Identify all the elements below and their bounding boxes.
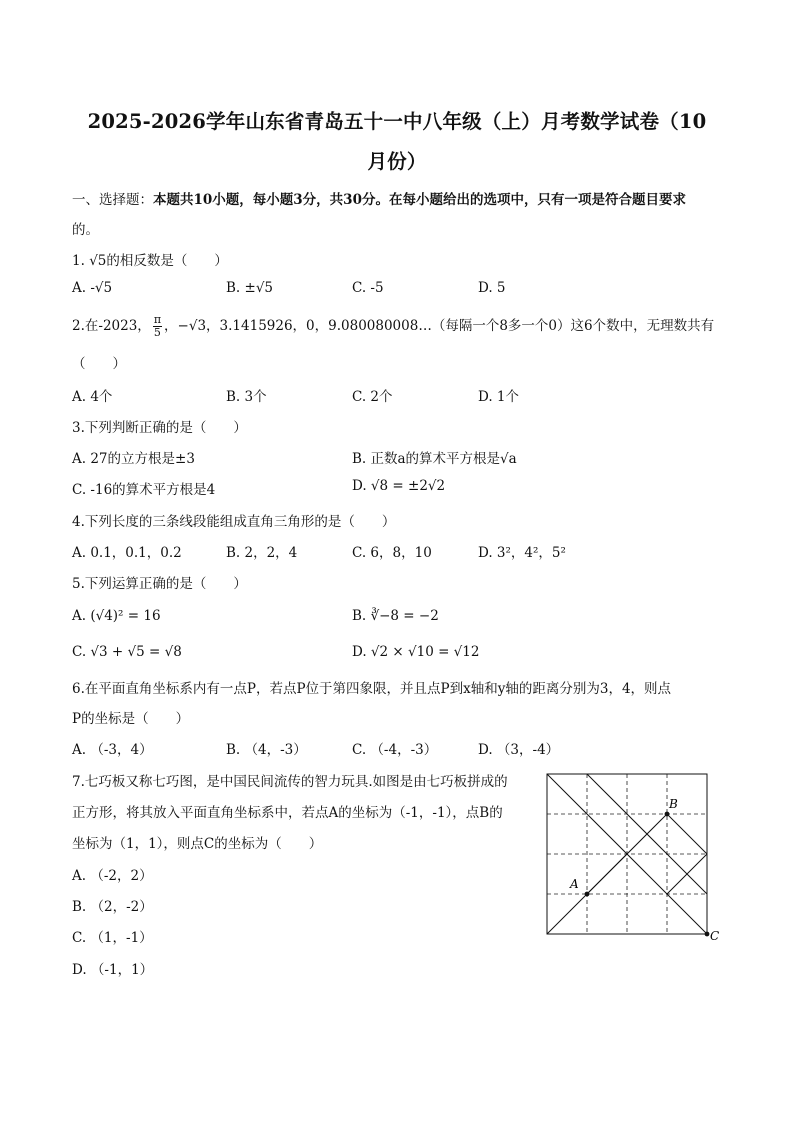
q1-option-a: A. -√5 — [72, 280, 113, 296]
q6-option-d: D. （3，-4） — [478, 742, 560, 758]
question-number: 7. — [72, 774, 85, 790]
q3-option-b: B. 正数a的算术平方根是√a — [352, 451, 517, 467]
question-7-stem — [72, 770, 508, 790]
question-7-stem-cont1: 正方形，将其放入平面直角坐标系中，若点A的坐标为（-1，-1），点B的 — [72, 805, 503, 821]
exam-title-line2: 月份） — [367, 150, 427, 173]
q4-option-c: C. 6，8，10 — [352, 545, 432, 561]
question-3-stem — [72, 416, 247, 436]
question-number: 2. — [72, 318, 85, 334]
section-instructions: 本题共10小题，每小题3分，共30分。在每小题给出的选项中，只有一项是符合题目要求 — [153, 192, 686, 208]
fraction-numerator: π — [153, 313, 162, 326]
question-2-stem-cont: （ ） — [72, 356, 126, 372]
question-text: 下列运算正确的是（ ） — [84, 576, 247, 592]
question-text: 下列判断正确的是（ ） — [84, 420, 247, 436]
question-7-stem-cont2: 坐标为（1，1），则点C的坐标为（ ） — [72, 836, 323, 852]
q7-option-a: A. （-2，2） — [72, 868, 153, 884]
q3-option-a: A. 27的立方根是±3 — [72, 451, 195, 467]
point-a-label: A — [570, 877, 579, 891]
point-b-dot — [665, 812, 670, 817]
q7-option-b: B. （2，-2） — [72, 899, 153, 915]
section-prefix: 一、选择题： — [72, 192, 153, 208]
q2-option-d: D. 1个 — [478, 389, 520, 405]
question-number: 5. — [72, 576, 85, 592]
tangram-figure — [544, 770, 724, 945]
question-2-stem — [72, 314, 714, 339]
pi-over-5-fraction — [153, 314, 162, 339]
question-6-stem-cont: P的坐标是（ ） — [72, 711, 190, 727]
point-b-label: B — [669, 797, 678, 811]
question-5-stem — [72, 572, 247, 592]
q5-option-b: B. ∛−8 = −2 — [352, 608, 439, 624]
q7-option-c: C. （1，-1） — [72, 930, 153, 946]
q4-option-d: D. 3²，4²，5² — [478, 545, 566, 561]
q6-option-b: B. （4，-3） — [226, 742, 307, 758]
question-number: 6. — [72, 681, 85, 697]
point-c-label: C — [710, 929, 720, 943]
question-text: 七巧板又称七巧图，是中国民间流传的智力玩具.如图是由七巧板拼成的 — [84, 774, 508, 790]
question-text: 下列长度的三条线段能组成直角三角形的是（ ） — [84, 514, 396, 530]
q5-option-c: C. √3 + √5 = √8 — [72, 644, 182, 660]
point-c-dot — [705, 932, 710, 937]
section-heading — [72, 188, 686, 208]
question-number: 1. — [72, 253, 85, 269]
q4-option-b: B. 2，2，4 — [226, 545, 298, 561]
question-4-stem — [72, 510, 395, 530]
q3-option-c: C. -16的算术平方根是4 — [72, 482, 216, 498]
question-text: ，−√3，3.1415926，0，9.080080008…（每隔一个8多一个0）这6个数中，无理数共有 — [164, 318, 715, 334]
q5-option-d: D. √2 × √10 = √12 — [352, 644, 480, 660]
q1-option-d: D. 5 — [478, 280, 506, 296]
fraction-denominator: 5 — [153, 326, 161, 339]
question-1-stem — [72, 249, 228, 269]
question-text: 的相反数是（ ） — [106, 253, 228, 269]
q6-option-c: C. （-4，-3） — [352, 742, 438, 758]
tangram-edge — [587, 854, 627, 894]
q5-option-a: A. (√4)² = 16 — [72, 608, 161, 624]
tangram-edge — [667, 814, 707, 854]
section-heading-cont: 的。 — [72, 222, 99, 238]
question-6-stem — [72, 677, 671, 697]
question-number: 4. — [72, 514, 85, 530]
q1-option-c: C. -5 — [352, 280, 384, 296]
q6-option-a: A. （-3，4） — [72, 742, 153, 758]
q2-option-a: A. 4个 — [72, 389, 113, 405]
q3-option-d: D. √8 = ±2√2 — [352, 478, 446, 494]
q7-option-d: D. （-1，1） — [72, 962, 154, 978]
point-a-dot — [585, 892, 590, 897]
q1-option-b: B. ±√5 — [226, 280, 274, 296]
q2-option-b: B. 3个 — [226, 389, 267, 405]
question-text: 在-2023， — [84, 318, 151, 334]
q4-option-a: A. 0.1，0.1，0.2 — [72, 545, 182, 561]
question-text: 在平面直角坐标系内有一点P，若点P位于第四象限，并且点P到x轴和y轴的距离分别为3，4，则点 — [84, 681, 672, 697]
question-number: 3. — [72, 420, 85, 436]
question-math: √5 — [89, 253, 107, 269]
exam-title-line1: 2025-2026学年山东省青岛五十一中八年级（上）月考数学试卷（10 — [87, 110, 707, 133]
q2-option-c: C. 2个 — [352, 389, 393, 405]
